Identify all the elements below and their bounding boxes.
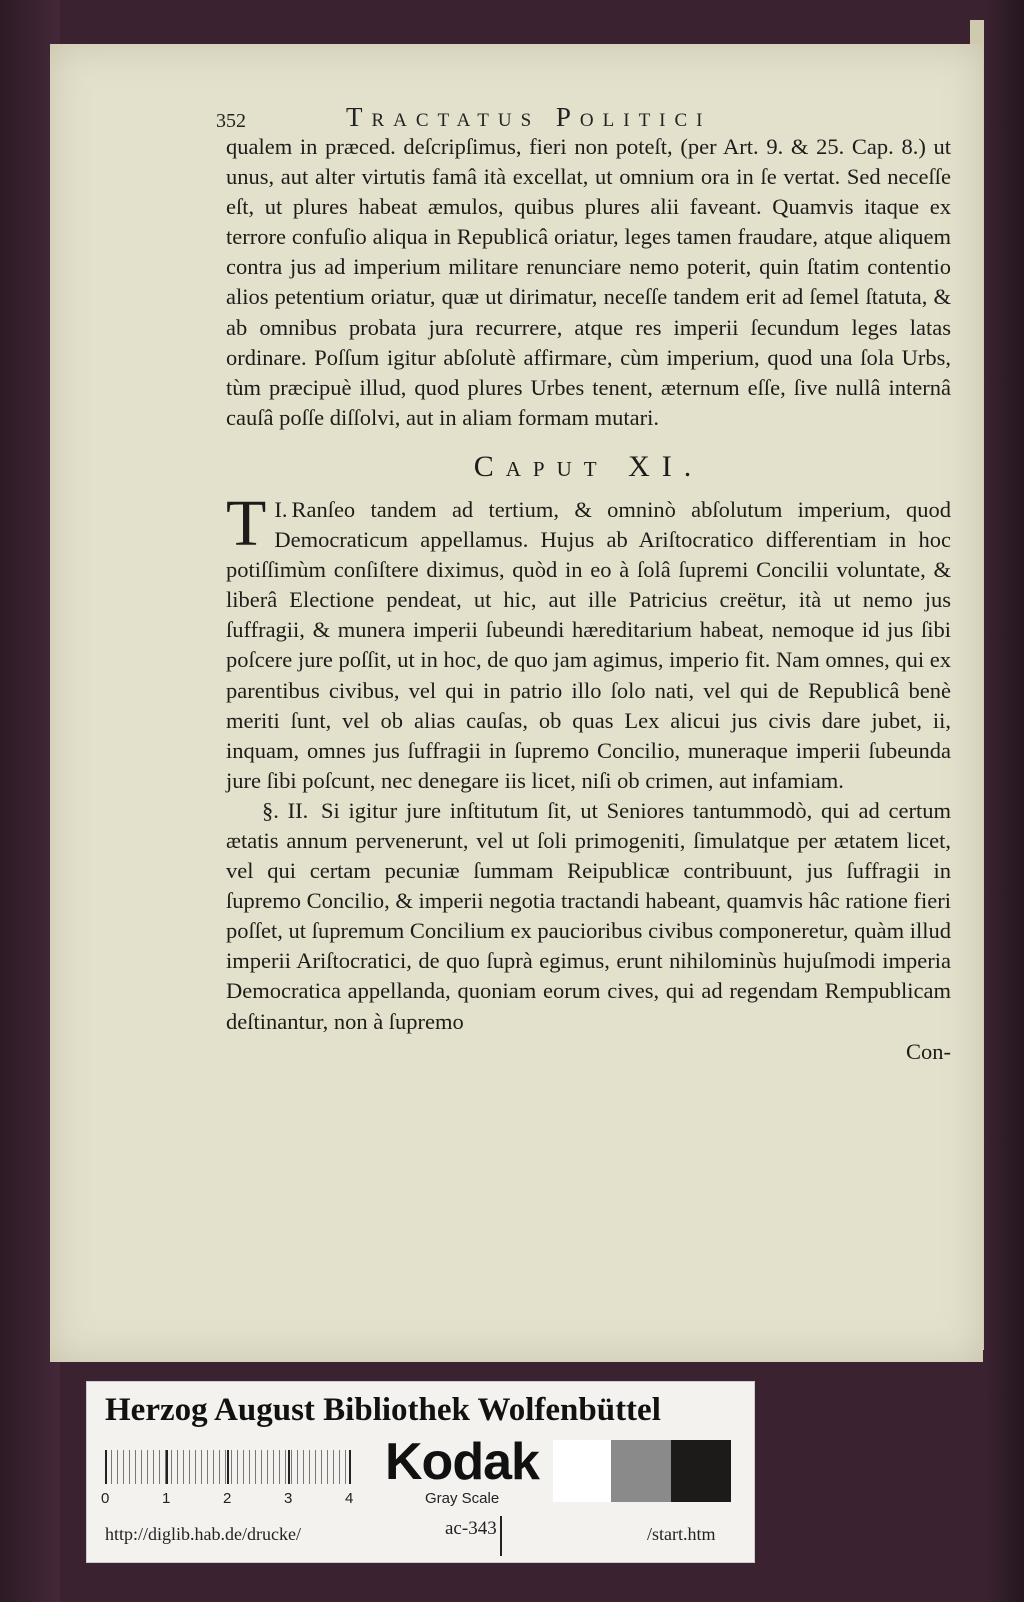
- section-1: [226, 486, 951, 796]
- section-1-text: Ranſeo tandem ad tertium, & omninò abſolutum imperium, quod Democraticum appellamus. Hujus ab Ariſtocratico differentiam in hoc potiſſimùm conſiſtere diximus, quòd in eo à ſolâ ſupremi Concilii voluntate, & liberâ Electione pendeat, ut hic, aut ille Patricius creëtur, ità ut nemo jus ſuffragii, & munera imperii ſubeundi hæreditarium habeat, nemoque id jus ſibi poſcere jure poſſit, ut in hoc, de quo jam agimus, imperio fit. Nam omnes, qui ex parentibus civibus, vel qui in patrio illo ſolo nati, vel qui de Republicâ benè meriti ſunt, vel ob alias cauſas, ob quas Lex alicui jus civis dare jubet, ii, inquam, omnes jus ſuffragii in ſupremo Concilio, muneraque imperii ſubeunda jure ſibi poſcunt, nec denegare iis licet, niſi ob crimen, aut infamiam.: [226, 496, 951, 793]
- section-label: I.: [274, 496, 288, 522]
- ruler-major-tick: [105, 1450, 107, 1484]
- ruler-label: 2: [223, 1490, 232, 1507]
- running-head: Tractatus Politici: [346, 102, 712, 132]
- catchword: Con-: [906, 1038, 951, 1064]
- ruler-major-tick: [349, 1450, 351, 1484]
- gray-swatch-mid: [611, 1440, 671, 1502]
- divider: [500, 1516, 502, 1556]
- color-target: [86, 1381, 755, 1563]
- paragraph: qualem in præced. deſcripſimus, fieri non poteſt, (per Art. 9. & 25. Cap. 8.) ut unus, aut alter virtutis famâ ità excellat, ut omnium ora in ſe vertat. Sed neceſſe eſt, ut plures habeat æmulos, quibus plures alii faveant. Quamvis itaque ex terrore confuſio aliqua in Republicâ oriatur, leges tamen fraudare, atque aliquem contra jus ad imperium militare renunciare nemo poterit, quin ſtatim contentio alios petentium oriatur, quæ ut dirimatur, neceſſe tandem erit ad ſemel ſtatuta, & ab omnibus probata jura recurrere, atque res imperii ſecundum leges latas ordinare. Poſſum igitur abſolutè affirmare, cùm imperium, quod una ſola Urbs, tùm præcipuè illud, quod plures Urbes tenent, æternum eſſe, ſive nullâ internâ cauſâ poſſe diſſolvi, aut in aliam formam mutari.: [226, 134, 951, 430]
- gray-swatch-black: [671, 1440, 731, 1502]
- ruler-major-tick: [288, 1450, 290, 1484]
- kodak-logo: Kodak: [385, 1433, 539, 1491]
- page-number: 352: [216, 110, 246, 132]
- chapter-title: Caput XI.: [473, 449, 704, 483]
- section-2-text: Si igitur jure inſtitutum ſit, ut Seniores tantummodò, qui ad certum ætatis annum pervenerunt, vel ut ſoli primogeniti, ſimulatque per ætatem licet, vel qui certam pecuniæ ſummam Reipublicæ contribuunt, jus ſuffragii in ſupremo Concilio, & imperii negotia tractandi habeant, quamvis hâc ratione fieri poſſet, ut ſupremum Concilium ex paucioribus civibus componeretur, quàm illud imperii Ariſtocratici, de quo ſuprà egimus, erunt nihilominùs hujuſmodi imperia Democratica appellanda, quoniam eorum cives, qui ad regendam Rempublicam deſtinantur, non à ſupremo: [226, 797, 951, 1034]
- drop-cap: T: [226, 486, 267, 560]
- archive-code: ac-343: [445, 1518, 497, 1539]
- ruler-label: 1: [162, 1490, 171, 1507]
- ruler-labels: [101, 1490, 361, 1512]
- url-left: http://diglib.hab.de/drucke/: [105, 1524, 301, 1544]
- scan-background-right: [984, 0, 1024, 1602]
- url-right: /start.htm: [647, 1524, 716, 1544]
- section-2: [226, 796, 951, 1037]
- ruler-label: 4: [345, 1490, 354, 1507]
- library-name: Herzog August Bibliothek Wolfenbüttel: [105, 1392, 661, 1428]
- ruler-label: 0: [101, 1490, 110, 1507]
- ruler: [105, 1450, 351, 1484]
- gray-scale-label: Gray Scale: [425, 1490, 500, 1507]
- ruler-major-tick: [227, 1450, 229, 1484]
- ruler-label: 3: [284, 1490, 293, 1507]
- ruler-major-tick: [166, 1450, 168, 1484]
- section-label: §. II.: [262, 797, 309, 823]
- gray-swatch-white: [553, 1440, 611, 1502]
- book-page: [50, 44, 983, 1362]
- body-text: [226, 132, 951, 1067]
